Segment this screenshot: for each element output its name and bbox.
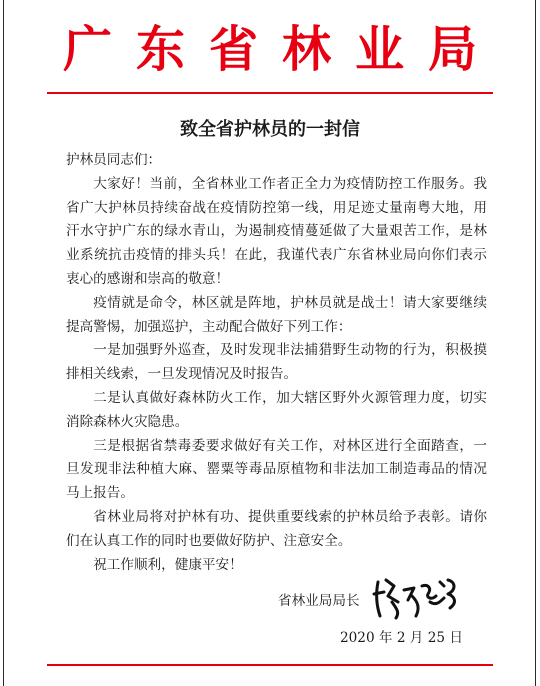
paragraph-task-one: 一是加强野外巡查，及时发现非法捕猎野生动物的行为，积极摸排相关线索，一旦发现情况及时报告。	[66, 342, 487, 383]
letter-body	[66, 149, 487, 577]
paragraph-task-three: 三是根据省禁毒委要求做好有关工作，对林区进行全面踏查，一旦发现非法种植大麻、罂粟等毒品原植物和非法加工制造毒品的情况马上报告。	[66, 437, 487, 502]
letter-title: 致全省护林员的一封信	[180, 119, 360, 140]
paragraph-call-to-action: 疫情就是命令，林区就是阵地，护林员就是战士！请大家要继续提高警惕，加强巡护，主动配合做好下列工作：	[66, 294, 487, 335]
signer-title: 省林业局局长	[278, 593, 360, 609]
page-border-right	[535, 0, 536, 686]
letterhead-red-rule	[47, 92, 493, 94]
paragraph-greeting: 大家好！当前，全省林业工作者正全力为疫情防控工作服务。我省广大护林员持续奋战在疫情防控第一线，用足迹丈量南粤大地，用汗水守护广东的绿水青山，为遏制疫情蔓延做了大量艰苦工作，是林业系统抗击疫情的排头兵！在此，我谨代表广东省林业局向你们表示衷心的感谢和崇高的敬意！	[66, 175, 487, 287]
paragraph-closing-wish: 祝工作顺利，健康平安！	[93, 556, 243, 573]
paragraph-task-two: 二是认真做好森林防火工作，加大辖区野外火源管理力度，切实消除森林火灾隐患。	[66, 389, 487, 430]
page-border-left	[3, 0, 4, 686]
paragraph-commendation: 省林业局将对护林有功、提供重要线索的护林员给予表彰。请你们在认真工作的同时也要做好防护、注意安全。	[66, 508, 487, 549]
letter-salutation: 护林员同志们：	[66, 152, 162, 168]
footer-red-rule	[47, 664, 493, 666]
letter-date: 2020 年 2 月 25 日	[340, 630, 463, 646]
handwritten-signature	[370, 572, 466, 620]
letterhead-org-name: 广东省林业局	[62, 21, 501, 78]
